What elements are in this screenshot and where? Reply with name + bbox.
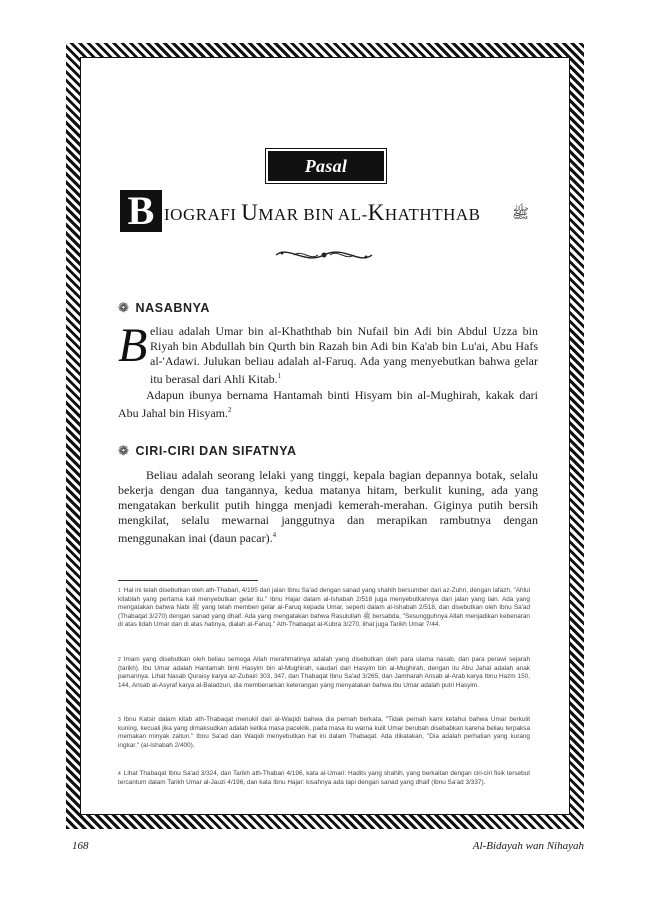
footnote-text: Hal ini telah disebutkan oleh ath-Thabari, 4/195 dari jalan Ibnu Sa'ad dengan sanad yang shahih bersumber dari az-Zuhri, dengan lafazh, "Ahlul kitablah yang pertama kali menyebutkan gelar itu." Ibnu Hajar dalam al-Ishabah 2/518 juga menyebutkannya dari jalan yang lain. Ada yang mengatakan bahwa Nabi ﷺ yang telah memberi gelar al-Faruq kepada Umar, seperti dalam al-Ishabah 2/518, dan disebutkan oleh Ibnu Sa'ad (Thabaqat 3/270) dengan sanad yang dhaif. Ada yang mengatakan bahwa Rasulullah ﷺ bersabda, "Sesungguhnya Allah menjadikan kebenaran di atas lidah Umar dan di atas hatinya, dialah al-Faruq." Ath-Thabaqat al-Kubra 3/270, lihat juga Tarikh Umar 7/44. [118,587,530,629]
page-number: 168 [72,840,89,852]
footnote-2 [118,656,530,690]
footnote-ref: 2 [228,406,232,414]
footnote-text: Imam yang disebutkan oleh beliau semoga Allah merahmatinya adalah yang disebutkan oleh para ulama nasab, dan para perawi sejarah (tarikh). Ibu Umar adalah Hantamah binti Hasyim bin al-Mughirah, saudari dari Hasyim bin al-Mughirah, dengan itu Abu Jahal adalah anak pamannya. Lihat Nasab Quraisy karya az-Zubairi 303, 347, dan Thabaqat Ibnu Sa'ad 3/265, dan Jamharah Ansab al-Arab karya Ibnu Hazm 150, 144, Ansab al-Asyraf karya al-Baladzuri, dia membenarkan keterangan yang menyatakan bahwa ibu Umar adalah putri Hasyim. [118,656,530,689]
title-part: U [241,200,259,225]
paragraph-text: Adapun ibunya bernama Hantamah binti Hisyam bin al-Mughirah, kakak dari Abu Jahal bin Hisyam. [118,388,538,420]
title-part: IOGRAFI [164,205,242,224]
footnote-number: 1 [118,588,121,594]
flower-icon: ❁ [118,443,130,458]
footnote-number: 4 [118,771,121,777]
drop-cap: B [118,319,148,372]
paragraph-text: Beliau adalah seorang lelaki yang tinggi, kepala bagian depannya botak, selalu bekerja dengan dua tangannya, kedua matanya hitam, berkulit kuning, ada yang mengatakan berkulit putih hingga menjadi kemerah-merahan. Giginya putih bersih mengkilat, selalu mewarnai janggutnya dan merapikan rambutnya dengan menggunakan inai (daun pacar). [118,468,538,545]
footnote-text: Lihat Thabaqat Ibnu Sa'ad 3/324, dan Tarikh ath-Thabari 4/196, kata al-Umari: Hadits yang shahih, yang berkaitan dengan ciri-ciri fisik tersebut tercantum dalam Tarikh Umar al-Jauzi 4/196, dan kata Ibnu Hajar: kisahnya ada tapi dengan sanad yang dhaif (Ibnu Sa'ad 3/337). [118,770,530,786]
footnote-1 [118,587,530,630]
section-heading-text: NASABNYA [135,301,210,315]
title-initial-block: B [120,190,162,232]
salla-honorific: ﷺ [512,207,529,222]
footnote-ref: 1 [277,372,282,380]
section-heading-ciri [118,443,297,459]
chapter-label-box [268,151,384,202]
footnote-3 [118,716,530,750]
flower-icon: ❁ [118,300,130,315]
paragraph-nasab-2 [118,388,538,421]
title-part: BIN [298,205,338,224]
footnote-ref: 4 [272,531,277,539]
footnote-divider [118,580,258,581]
footnote-text: Ibnu Katsir dalam kitab ath-Thabaqat menukil dari al-Waqidi bahwa dia pernah berkata, "Tidak pernah kami ketahui bahwa Umar berkulit kuning, kecuali jika yang dimaksudkan adalah ketika masa paceklik, pada masa itu warna kulit Umar berubah disebabkan karena beliau terpaksa memakan minyak zaitun." Ibnu Sa'ad dan Waqidi menyebutkan hal ini dalam Thabaqat. Ada dikatakan, "Dia adalah perhatian yang kurang ingkar." (al-Ishabah 2/400). [118,716,530,749]
section-heading-text: CIRI-CIRI DAN SIFATNYA [135,444,297,458]
paragraph-text: eliau adalah Umar bin al-Khaththab bin Nufail bin Adi bin Abdul Uzza bin Riyah bin Abdullah bin Qurth bin Razah bin Adi bin Ka'ab bin Lu'ai, Abu Hafs al-'Adawi. Julukan beliau adalah al-Faruq. Ada yang menyebutkan bahwa gelar itu berasal dari Ahli Kitab. [150,324,538,386]
footnote-number: 3 [118,717,121,723]
title-part: K [367,200,385,225]
running-footer-title: Al-Bidayah wan Nihayah [472,840,584,852]
footnote-number: 2 [118,657,121,663]
chapter-title [164,200,480,226]
chapter-label: Pasal Pertama [293,156,359,202]
paragraph-ciri [118,468,538,546]
footnote-4 [118,770,530,787]
title-part: HATHTHAB [384,205,481,224]
paragraph-nasab-1 [150,324,538,387]
flourish-ornament-icon [274,243,374,267]
section-heading-nasab [118,300,210,316]
title-part: AL- [337,205,368,224]
title-part: MAR [258,205,299,224]
